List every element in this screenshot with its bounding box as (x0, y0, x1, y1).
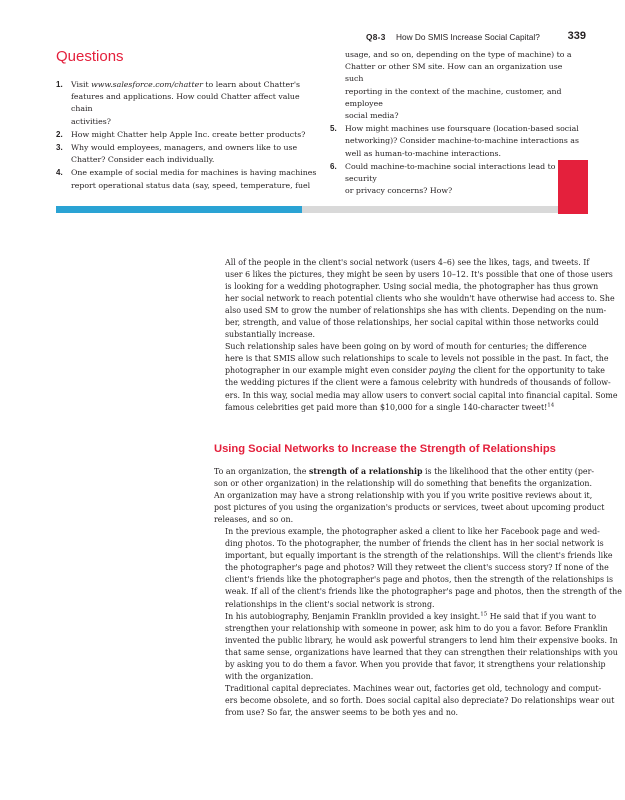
emphasis: paying (428, 366, 456, 376)
questions-left-column (56, 79, 318, 193)
questions-right-column (330, 49, 582, 198)
text-line: that same sense, organizations have learned that they can strengthen their relationships with you (225, 647, 618, 657)
text-line: weak. If all of the client's friends like the photographer's page and photos, then the strength of the (225, 587, 622, 597)
text-line: substantially increase. (225, 330, 315, 340)
text-line: In the previous example, the photographer asked a client to like her Facebook page and wed- (225, 527, 600, 537)
paragraph-6 (214, 683, 615, 719)
text-line: In his autobiography, Benjamin Franklin provided a key insight.$^{15}$ He said that if you want to (225, 610, 597, 621)
text-line: Traditional capital depreciates. Machines wear out, factories get old, technology and comput- (225, 683, 602, 693)
text-line: from use? So far, the answer seems to be both yes and no. (225, 707, 459, 717)
running-title: How Do SMIS Increase Social Capital? (396, 32, 540, 42)
text-line: client's friends like the photographer's page and photos, then the strength of the relationships is (225, 575, 614, 585)
text-line: photographer in our example might even consider paying the client for the opportunity to take (225, 366, 605, 376)
text-line: her social network to reach potential clients who she wouldn't have otherwise had access to. She (225, 294, 615, 304)
body-text-bottom (214, 466, 622, 719)
section-heading: Using Social Networks to Increase the Strength of Relationships (214, 443, 556, 455)
text-line: invented the public library, he would ask powerful strangers to lend him their expensive books. In (225, 635, 618, 645)
question-6 (330, 161, 582, 198)
text-line: ers. In this way, social media may allow users to convert social capital into financial capital. Some (225, 390, 618, 400)
section-label: Q8-3 (366, 32, 386, 42)
paragraph-1 (214, 257, 615, 341)
question-number: 5. (330, 124, 337, 134)
text-line: also used SM to grow the number of relationships she has with clients. Depending on the num- (225, 306, 607, 316)
paragraph-4 (214, 526, 622, 610)
question-text: How might machines use foursquare (location-based social (345, 124, 579, 134)
question-1 (56, 79, 318, 128)
text-line: strengthen your relationship with someone in power, ask him to do you a favor. Before Franklin (225, 623, 608, 633)
question-text: or privacy concerns? How? (345, 186, 453, 196)
question-text: to learn about Chatter's (202, 80, 301, 89)
text-line: the photographer's page and photos? Will they retweet the client's success story? If none of the (225, 563, 609, 573)
question-text: features and applications. How could Chatter affect value chain (71, 92, 300, 114)
body-text-top (214, 257, 618, 414)
question-text: usage, and so on, depending on the type of machine) to a (345, 50, 572, 59)
text-line: important, but equally important is the strength of the relationships. Will the client's friends like (225, 551, 613, 561)
text-line: with the organization. (225, 671, 314, 681)
paragraph-5 (214, 610, 618, 683)
question-text: report operational status data (say, speed, temperature, fuel (71, 180, 311, 190)
question-text: Could machine-to-machine social interactions lead to security (345, 161, 556, 184)
question-number: 1. (56, 80, 63, 89)
question-text: well as human-to-machine interactions. (345, 148, 501, 158)
question-4-continued (330, 49, 582, 122)
questions-heading: Questions (56, 48, 124, 65)
question-3 (56, 142, 318, 166)
text-line: Such relationship sales have been going on by word of mouth for centuries; the difference (225, 342, 587, 352)
question-text: One example of social media for machines is having machines (71, 168, 317, 178)
text-line: the wedding pictures if the client were a famous celebrity with hundreds of thousands of follow- (225, 378, 611, 388)
text-line: post pictures of you using the organization's products or services, tweet about upcoming product (214, 503, 605, 513)
paragraph-3 (214, 466, 605, 526)
text-line: ding photos. To the photographer, the number of friends the client has in her social network is (225, 539, 604, 549)
key-term: strength of a relationship (308, 467, 423, 476)
question-text: How might Chatter help Apple Inc. create better products? (71, 129, 306, 139)
question-number: 4. (56, 168, 63, 178)
divider-band-gray (302, 206, 558, 213)
text-line: ber, strength, and value of those relationships, her social capital within those networks could (225, 318, 599, 328)
question-5 (330, 123, 582, 160)
question-text: networking)? Consider machine-to-machine interactions as (345, 136, 579, 146)
salesforce-link[interactable]: www.salesforce.com/chatter (91, 80, 203, 89)
question-number: 6. (330, 161, 337, 171)
paragraph-2 (214, 341, 618, 413)
chapter-tab (558, 160, 588, 214)
divider-band-blue (56, 206, 302, 213)
running-head (366, 30, 586, 44)
text-line: relationships in the client's social network is strong. (225, 599, 435, 609)
question-text: Why would employees, managers, and owners like to use (71, 143, 298, 153)
question-text: Visit (71, 80, 92, 89)
text-line: son or other organization) in the relationship will do something that benefits the organization. (214, 479, 593, 489)
text-line: here is that SMIS allow such relationships to scale to levels not possible in the past. In fact, the (225, 354, 609, 364)
text-line: An organization may have a strong relationship with you if you write positive reviews about it, (214, 491, 593, 501)
question-text: Chatter? Consider each individually. (71, 155, 215, 165)
text-line: famous celebrities get paid more than $10,000 for a single 140-character tweet!$^{14}$ (225, 401, 555, 412)
text-line: by asking you to do them a favor. When you provide that favor, it strengthens your relationship (225, 659, 606, 669)
question-number: 2. (56, 129, 63, 139)
question-text: activities? (71, 116, 111, 126)
text-line: user 6 likes the pictures, they might be seen by users 10–12. It's possible that one of those users (225, 270, 613, 280)
footnote-ref: 14 (547, 401, 555, 408)
text-line: All of the people in the client's social network (users 4–6) see the likes, tags, and tweets. If (225, 258, 590, 267)
footnote-ref: 15 (480, 610, 488, 617)
question-text: Chatter or other SM site. How can an organization use such (345, 62, 563, 84)
text-line: To an organization, the strength of a relationship is the likelihood that the other entity (per- (214, 467, 595, 476)
question-4 (56, 167, 318, 191)
text-line: is looking for a wedding photographer. Using social media, the photographer has thus grown (225, 282, 599, 292)
page-number: 339 (567, 30, 586, 42)
question-number: 3. (56, 143, 63, 153)
text-line: releases, and so on. (214, 515, 294, 525)
text-line: ers become obsolete, and so forth. Does social capital also depreciate? Do relationships wear out (225, 695, 615, 705)
question-text: reporting in the context of the machine, customer, and employee (345, 86, 562, 108)
question-text: social media? (345, 111, 399, 121)
question-2 (56, 129, 318, 141)
